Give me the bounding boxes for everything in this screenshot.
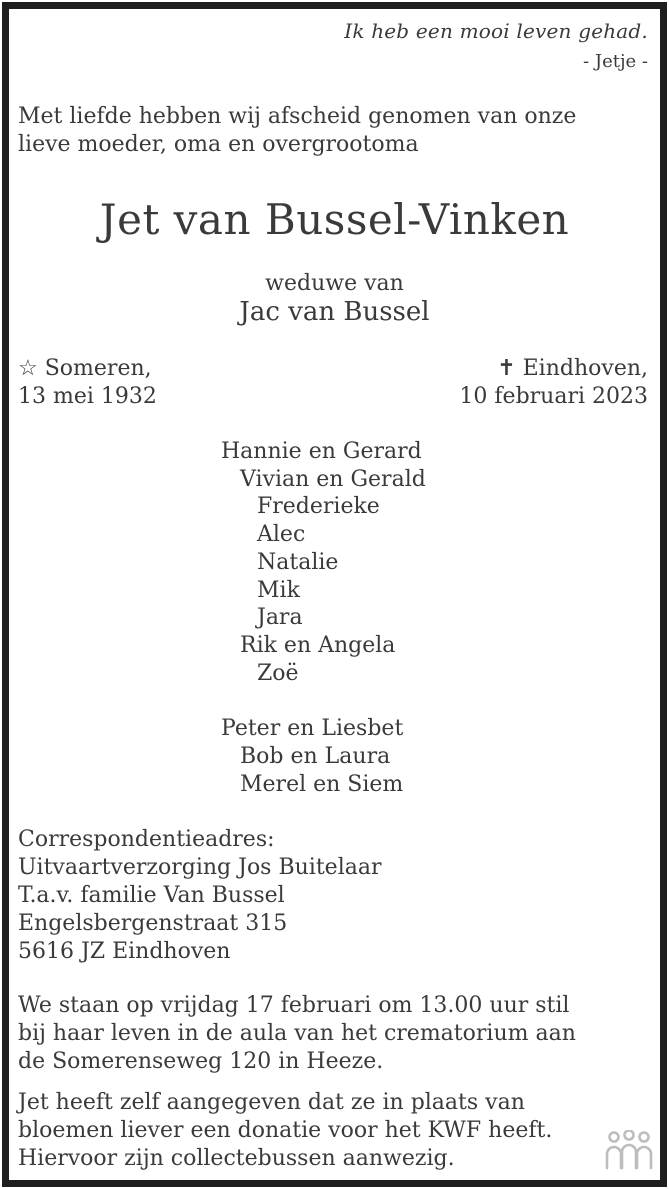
family-member: Jara <box>257 605 303 631</box>
people-group-icon <box>604 1130 654 1174</box>
family-spacer <box>221 687 426 715</box>
family-member: Vivian en Gerald <box>240 466 426 492</box>
spouse-name: Jac van Bussel <box>239 297 430 327</box>
family-member: Frederieke <box>257 494 380 520</box>
death-place-line <box>459 355 648 383</box>
donation-line: bloemen liever een donatie voor het KWF heeft. <box>18 1118 553 1143</box>
family-member: Peter en Liesbet <box>221 716 404 742</box>
family-member: Rik en Angela <box>240 632 396 658</box>
donation-text <box>18 1089 552 1173</box>
family-list <box>221 438 426 798</box>
birth-info <box>18 355 157 411</box>
ceremony-line: de Somerenseweg 120 in Heeze. <box>18 1049 384 1074</box>
motto-author: - Jetje - <box>583 51 648 72</box>
intro-line: lieve moeder, oma en overgrootoma <box>18 132 419 157</box>
ceremony-text <box>18 992 576 1076</box>
birth-place-line <box>18 355 157 383</box>
death-info <box>459 355 648 411</box>
family-member: Mik <box>257 577 300 603</box>
ceremony-line: bij haar leven in de aula van het crematorium aan <box>18 1021 576 1046</box>
birth-place: Someren, <box>44 356 152 381</box>
obituary-card <box>2 2 667 1187</box>
cross-icon: ✝ <box>497 356 516 381</box>
family-member: Alec <box>257 522 306 548</box>
intro-line: Met liefde hebben wij afscheid genomen van onze <box>18 104 577 129</box>
family-member: Merel en Siem <box>240 771 404 797</box>
address-line: 5616 JZ Eindhoven <box>18 939 231 964</box>
birth-date: 13 mei 1932 <box>18 384 157 409</box>
intro-text <box>18 103 576 159</box>
donation-line: Hiervoor zijn collectebussen aanwezig. <box>18 1146 455 1171</box>
address-line: Engelsbergenstraat 315 <box>18 911 288 936</box>
deceased-name: Jet van Bussel-Vinken <box>99 195 570 244</box>
address-line: T.a.v. familie Van Bussel <box>18 883 285 908</box>
address-line: Correspondentieadres: <box>18 827 275 852</box>
donation-line: Jet heeft zelf aangegeven dat ze in plaats van <box>18 1090 525 1115</box>
correspondence-address <box>18 826 381 966</box>
family-member: Hannie en Gerard <box>221 439 422 464</box>
family-member: Bob en Laura <box>240 744 391 770</box>
family-member: Natalie <box>257 549 339 575</box>
death-date: 10 februari 2023 <box>459 384 648 409</box>
family-member: Zoë <box>257 660 299 686</box>
death-place: Eindhoven, <box>522 356 648 381</box>
motto-quote: Ik heb een mooi leven gehad. <box>344 19 648 43</box>
widow-label: weduwe van <box>265 271 404 296</box>
ceremony-line: We staan op vrijdag 17 februari om 13.00 uur stil <box>18 993 570 1018</box>
address-line: Uitvaartverzorging Jos Buitelaar <box>18 855 382 880</box>
star-icon: ☆ <box>18 356 38 381</box>
